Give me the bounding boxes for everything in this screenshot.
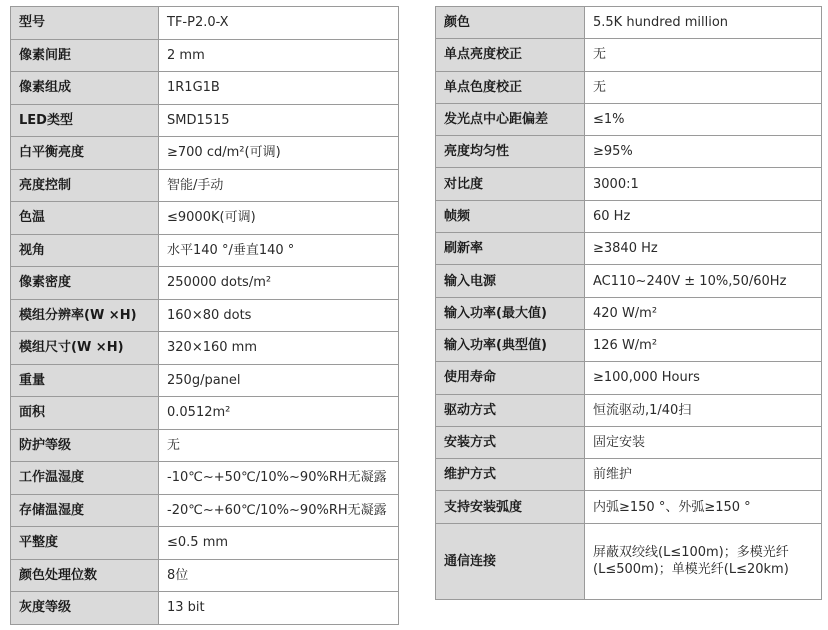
spec-value: ≤1% <box>585 103 822 135</box>
spec-value: 无 <box>585 71 822 103</box>
spec-value: TF-P2.0-X <box>159 7 399 40</box>
spec-label: 刷新率 <box>436 233 585 265</box>
spec-label: 防护等级 <box>11 429 159 462</box>
spec-label: 重量 <box>11 364 159 397</box>
spec-row <box>11 299 399 332</box>
spec-value: 恒流驱动,1/40扫 <box>585 394 822 426</box>
spec-row <box>11 234 399 267</box>
spec-row <box>436 297 822 329</box>
spec-row <box>11 267 399 300</box>
spec-label: 灰度等级 <box>11 592 159 625</box>
spec-row <box>11 104 399 137</box>
spec-value: ≥95% <box>585 136 822 168</box>
spec-label: 颜色处理位数 <box>11 559 159 592</box>
spec-label: 像素密度 <box>11 267 159 300</box>
spec-label: 输入功率(最大值) <box>436 297 585 329</box>
spec-value: ≤0.5 mm <box>159 527 399 560</box>
spec-row <box>436 523 822 599</box>
spec-row <box>436 459 822 491</box>
spec-row <box>436 491 822 523</box>
left-spec-table <box>10 6 399 625</box>
spec-row <box>436 394 822 426</box>
spec-label: 模组尺寸(W ×H) <box>11 332 159 365</box>
spec-row <box>11 39 399 72</box>
spec-label: LED类型 <box>11 104 159 137</box>
spec-label: 模组分辨率(W ×H) <box>11 299 159 332</box>
spec-row <box>436 39 822 71</box>
spec-label: 存储温湿度 <box>11 494 159 527</box>
spec-value: 126 W/m² <box>585 329 822 361</box>
spec-value: 1R1G1B <box>159 72 399 105</box>
spec-value: ≤9000K(可调) <box>159 202 399 235</box>
spec-value: 3000:1 <box>585 168 822 200</box>
spec-row <box>11 332 399 365</box>
spec-row <box>11 527 399 560</box>
spec-value: AC110~240V ± 10%,50/60Hz <box>585 265 822 297</box>
spec-row <box>11 429 399 462</box>
spec-row <box>11 397 399 430</box>
spec-value: ≥3840 Hz <box>585 233 822 265</box>
spec-value: 智能/手动 <box>159 169 399 202</box>
spec-row <box>11 137 399 170</box>
spec-row <box>11 7 399 40</box>
spec-label: 输入电源 <box>436 265 585 297</box>
spec-row <box>436 362 822 394</box>
spec-row <box>11 462 399 495</box>
spec-label: 颜色 <box>436 7 585 39</box>
spec-value: -10℃~+50℃/10%~90%RH无凝露 <box>159 462 399 495</box>
spec-value: 屏蔽双绞线(L≤100m)；多模光纤(L≤500m)；单模光纤(L≤20km) <box>585 523 822 599</box>
spec-label: 对比度 <box>436 168 585 200</box>
spec-label: 面积 <box>11 397 159 430</box>
spec-row <box>436 329 822 361</box>
spec-label: 维护方式 <box>436 459 585 491</box>
spec-value: 0.0512m² <box>159 397 399 430</box>
spec-label: 平整度 <box>11 527 159 560</box>
spec-row <box>11 559 399 592</box>
spec-value: ≥100,000 Hours <box>585 362 822 394</box>
spec-row <box>436 426 822 458</box>
spec-value: 水平140 °/垂直140 ° <box>159 234 399 267</box>
spec-value: 13 bit <box>159 592 399 625</box>
spec-value: 420 W/m² <box>585 297 822 329</box>
left-spec-table-body <box>11 7 399 625</box>
spec-label: 帧频 <box>436 200 585 232</box>
spec-value: -20℃~+60℃/10%~90%RH无凝露 <box>159 494 399 527</box>
spec-label: 使用寿命 <box>436 362 585 394</box>
spec-row <box>436 103 822 135</box>
spec-row <box>436 233 822 265</box>
spec-label: 像素组成 <box>11 72 159 105</box>
spec-value: 60 Hz <box>585 200 822 232</box>
spec-label: 支持安装弧度 <box>436 491 585 523</box>
spec-value: 320×160 mm <box>159 332 399 365</box>
spec-label: 型号 <box>11 7 159 40</box>
spec-label: 单点亮度校正 <box>436 39 585 71</box>
spec-label: 像素间距 <box>11 39 159 72</box>
spec-row <box>11 592 399 625</box>
spec-row <box>436 200 822 232</box>
spec-label: 视角 <box>11 234 159 267</box>
spec-label: 亮度均匀性 <box>436 136 585 168</box>
spec-value: 前维护 <box>585 459 822 491</box>
spec-row <box>436 168 822 200</box>
right-spec-table <box>435 6 822 600</box>
spec-row <box>11 72 399 105</box>
spec-value: 160×80 dots <box>159 299 399 332</box>
spec-value: 8位 <box>159 559 399 592</box>
spec-label: 通信连接 <box>436 523 585 599</box>
spec-value: ≥700 cd/m²(可调) <box>159 137 399 170</box>
spec-label: 安装方式 <box>436 426 585 458</box>
spec-label: 白平衡亮度 <box>11 137 159 170</box>
spec-value: 无 <box>585 39 822 71</box>
spec-label: 发光点中心距偏差 <box>436 103 585 135</box>
spec-value: 内弧≥150 °、外弧≥150 ° <box>585 491 822 523</box>
spec-row <box>11 364 399 397</box>
spec-value: 无 <box>159 429 399 462</box>
spec-label: 单点色度校正 <box>436 71 585 103</box>
spec-label: 工作温湿度 <box>11 462 159 495</box>
spec-value: 2 mm <box>159 39 399 72</box>
spec-label: 色温 <box>11 202 159 235</box>
spec-value: SMD1515 <box>159 104 399 137</box>
spec-row <box>436 7 822 39</box>
spec-row <box>436 265 822 297</box>
spec-label: 亮度控制 <box>11 169 159 202</box>
spec-row <box>436 71 822 103</box>
spec-value: 固定安装 <box>585 426 822 458</box>
spec-value: 5.5K hundred million <box>585 7 822 39</box>
spec-row <box>11 169 399 202</box>
spec-value: 250000 dots/m² <box>159 267 399 300</box>
spec-value: 250g/panel <box>159 364 399 397</box>
spec-row <box>436 136 822 168</box>
spec-label: 输入功率(典型值) <box>436 329 585 361</box>
right-spec-table-body <box>436 7 822 600</box>
spec-label: 驱动方式 <box>436 394 585 426</box>
spec-row <box>11 494 399 527</box>
spec-row <box>11 202 399 235</box>
